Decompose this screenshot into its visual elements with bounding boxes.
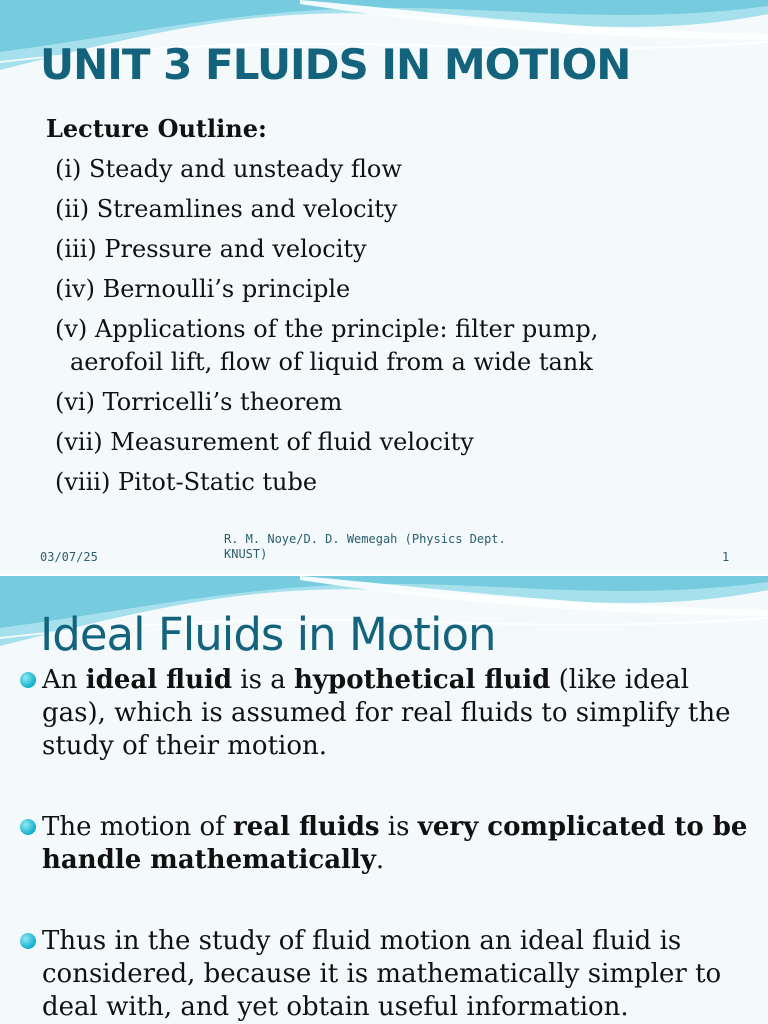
- outline-item-continuation: aerofoil lift, flow of liquid from a wide tank: [70, 348, 593, 376]
- outline-item: (iv) Bernoulli’s principle: [55, 275, 351, 303]
- bullet-dot-icon: [20, 672, 36, 688]
- bullet-item: [20, 664, 750, 763]
- outline-item: (vii) Measurement of fluid velocity: [55, 428, 474, 456]
- footer-author: [224, 532, 524, 562]
- outline-item: (ii) Streamlines and velocity: [55, 195, 398, 223]
- lecture-outline: [46, 112, 746, 499]
- outline-item: [46, 313, 746, 379]
- outline-item: (viii) Pitot-Static tube: [55, 468, 318, 496]
- footer-page-number: 1: [722, 550, 730, 564]
- outline-item: (vi) Torricelli’s theorem: [55, 388, 343, 416]
- slide-title: UNIT 3 FLUIDS IN MOTION: [40, 40, 631, 89]
- bullet-text: (like ideal gas), which is assumed for real fluids to simplify the study of their motion.: [42, 665, 731, 761]
- bullet-bold-text: hypothetical fluid: [294, 665, 551, 695]
- bullet-item: [20, 811, 750, 877]
- footer-author-line: KNUST): [224, 547, 268, 561]
- slide-2: [0, 576, 768, 1024]
- outline-item: (i) Steady and unsteady flow: [55, 155, 402, 183]
- outline-heading: Lecture Outline:: [46, 114, 267, 143]
- outline-item-text: (v) Applications of the principle: filter pump,: [55, 315, 599, 343]
- bullet-bold-text: ideal fluid: [85, 665, 233, 695]
- bullet-list: [20, 664, 750, 1024]
- bullet-dot-icon: [20, 933, 36, 949]
- footer-author-line: R. M. Noye/D. D. Wemegah (Physics Dept.: [224, 532, 506, 546]
- bullet-dot-icon: [20, 819, 36, 835]
- bullet-item: [20, 925, 750, 1024]
- bullet-text: Thus in the study of fluid motion an ideal fluid is considered, because it is mathematically simpler to deal with, and yet obtain useful information.: [42, 926, 722, 1022]
- slide-title: Ideal Fluids in Motion: [40, 608, 496, 661]
- bullet-bold-text: very complicated to be handle mathematically: [42, 812, 748, 875]
- bullet-text: The motion of: [42, 812, 234, 842]
- outline-item: (iii) Pressure and velocity: [55, 235, 367, 263]
- bullet-bold-text: real fluids: [233, 812, 380, 842]
- bullet-text: An: [42, 665, 86, 695]
- bullet-text: is: [379, 812, 418, 842]
- bullet-text: .: [375, 845, 385, 875]
- footer-date: 03/07/25: [40, 550, 98, 564]
- bullet-text: is a: [232, 665, 294, 695]
